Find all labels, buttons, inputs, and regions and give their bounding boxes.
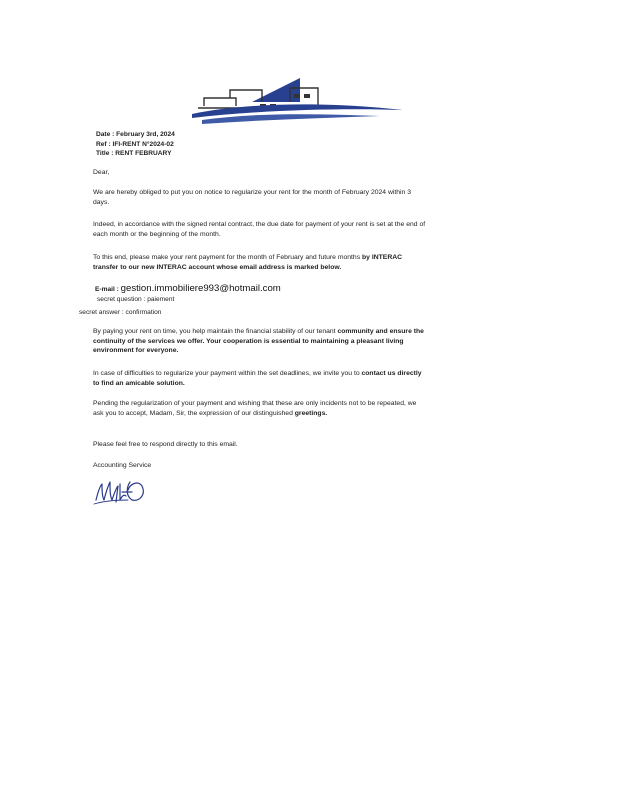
paragraph-payment-bold: by INTERAC transfer to our new INTERAC account whose email address is marked below. bbox=[93, 254, 403, 271]
email-label: E-mail : bbox=[95, 286, 119, 293]
building-logo-icon bbox=[190, 72, 405, 130]
salutation: Dear, bbox=[93, 169, 110, 176]
letter-header bbox=[96, 130, 175, 159]
email-line bbox=[95, 283, 281, 294]
secret-question: secret question : paiement bbox=[97, 296, 175, 303]
paragraph-closing-normal: Pending the regularization of your payment and wishing that these are only incidents not to be repeated, we ask you to accept, Madam, Sir, the expression of our distinguished bbox=[93, 400, 417, 417]
paragraph-stability-bold: community and ensure the continuity of the services we offer. Your cooperation is essential to maintaining a pleasant living environment for everyone. bbox=[93, 328, 424, 355]
paragraph-difficulties bbox=[93, 369, 428, 388]
signoff: Accounting Service bbox=[93, 462, 152, 469]
paragraph-respond: Please feel free to respond directly to this email. bbox=[93, 441, 238, 448]
paragraph-closing bbox=[93, 399, 428, 418]
paragraph-payment bbox=[93, 253, 428, 272]
signature-icon bbox=[92, 474, 150, 508]
paragraph-contract: Indeed, in accordance with the signed rental contract, the due date for payment of your rent is set at the end of each month or the beginning of the month. bbox=[93, 221, 426, 238]
paragraph-difficulties-normal: In case of difficulties to regularize your payment within the set deadlines, we invite you to bbox=[93, 370, 360, 377]
paragraph-payment-normal: To this end, please make your rent payment for the month of February and future months bbox=[93, 254, 361, 261]
paragraph-stability-normal: By paying your rent on time, you help maintain the financial stability of our tenant bbox=[93, 328, 336, 335]
paragraph-notice: We are hereby obliged to put you on notice to regularize your rent for the month of February 2024 within 3 days. bbox=[93, 189, 412, 206]
email-address[interactable]: gestion.immobiliere993@hotmail.com bbox=[120, 283, 281, 294]
paragraph-closing-bold: greetings. bbox=[294, 409, 328, 417]
title-line: Title : RENT FEBRUARY bbox=[96, 150, 172, 157]
secret-answer: secret answer : confirmation bbox=[79, 309, 162, 316]
ref-line: Ref : IFI-RENT N°2024-02 bbox=[96, 140, 174, 148]
paragraph-difficulties-bold: contact us directly to find an amicable solution. bbox=[93, 370, 422, 387]
paragraph-stability bbox=[93, 327, 428, 356]
date-line: Date : February 3rd, 2024 bbox=[96, 131, 175, 138]
